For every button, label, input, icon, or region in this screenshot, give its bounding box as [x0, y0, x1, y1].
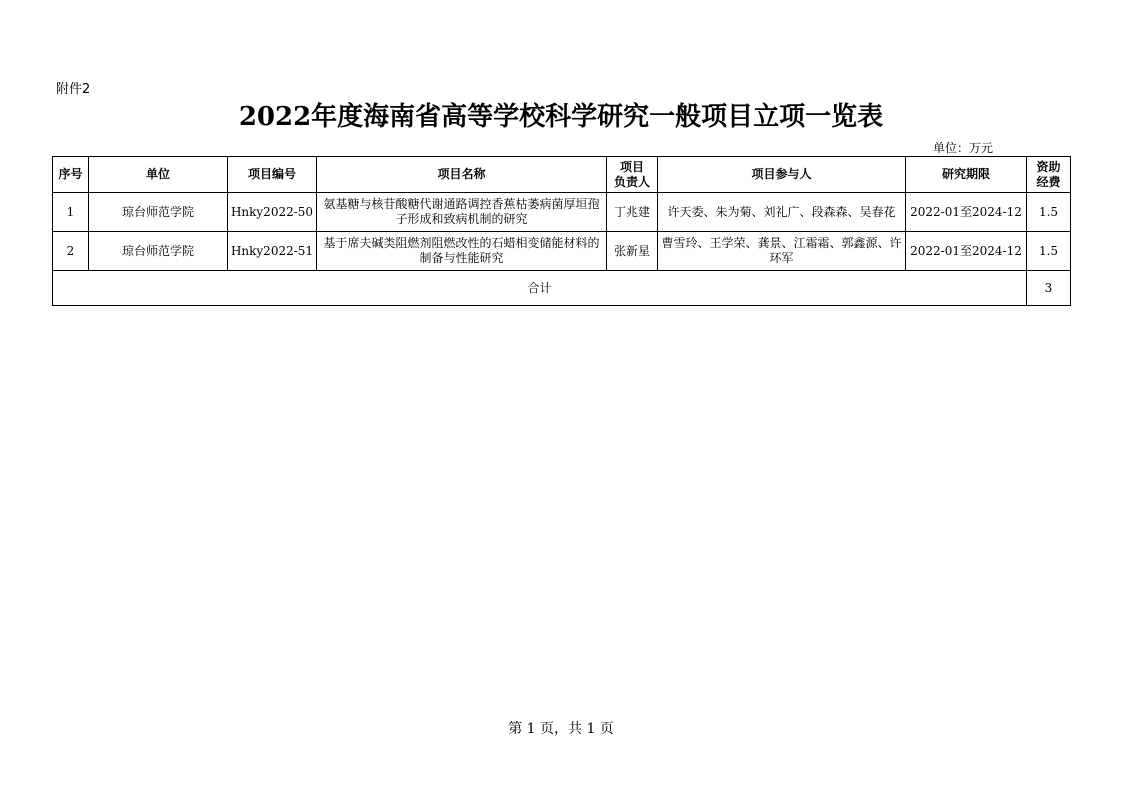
cell-leader: 张新星 — [607, 232, 658, 271]
header-funding-line2: 经费 — [1036, 174, 1061, 189]
table-row — [53, 232, 1071, 271]
attachment-label: 附件2 — [56, 82, 91, 97]
table-total-row — [53, 271, 1071, 306]
table-header-row — [53, 157, 1071, 193]
page-title: 2022年度海南省高等学校科学研究一般项目立项一览表 — [238, 102, 884, 132]
header-name: 项目名称 — [317, 157, 607, 193]
cell-name: 基于席夫碱类阻燃剂阻燃改性的石蜡相变储能材料的制备与性能研究 — [317, 232, 607, 271]
cell-participants: 许天委、朱为菊、刘礼广、段森森、吴春花 — [658, 193, 906, 232]
total-label: 合计 — [53, 271, 1027, 306]
cell-participants: 曹雪玲、王学荣、龚景、江霜霜、郭鑫源、许环军 — [658, 232, 906, 271]
cell-seq: 1 — [53, 193, 89, 232]
project-table — [52, 156, 1071, 306]
cell-code: Hnky2022-50 — [228, 193, 317, 232]
cell-seq: 2 — [53, 232, 89, 271]
page-footer: 第 1 页，共 1 页 — [508, 721, 614, 737]
header-code: 项目编号 — [228, 157, 317, 193]
header-funding-line1: 资助 — [1036, 159, 1061, 174]
cell-funding: 1.5 — [1027, 193, 1071, 232]
header-funding — [1027, 157, 1071, 193]
cell-name: 氨基糖与核苷酸糖代谢通路调控香蕉枯萎病菌厚垣孢子形成和致病机制的研究 — [317, 193, 607, 232]
cell-code: Hnky2022-51 — [228, 232, 317, 271]
total-value: 3 — [1027, 271, 1071, 306]
header-seq: 序号 — [53, 157, 89, 193]
header-leader — [607, 157, 658, 193]
unit-label: 单位：万元 — [933, 141, 994, 155]
cell-unit: 琼台师范学院 — [89, 193, 228, 232]
cell-period: 2022-01至2024-12 — [906, 232, 1027, 271]
cell-unit: 琼台师范学院 — [89, 232, 228, 271]
header-period: 研究期限 — [906, 157, 1027, 193]
cell-leader: 丁兆建 — [607, 193, 658, 232]
header-leader-line2: 负责人 — [613, 174, 650, 189]
table-row — [53, 193, 1071, 232]
header-participants: 项目参与人 — [658, 157, 906, 193]
header-unit: 单位 — [89, 157, 228, 193]
header-leader-line1: 项目 — [619, 159, 644, 174]
cell-funding: 1.5 — [1027, 232, 1071, 271]
cell-period: 2022-01至2024-12 — [906, 193, 1027, 232]
